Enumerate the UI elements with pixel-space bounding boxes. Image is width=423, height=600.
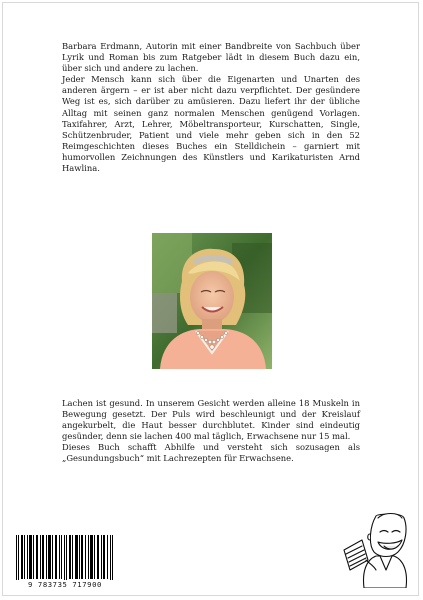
laughing-man-reading-book-icon: [340, 510, 412, 588]
health-blurb: [62, 398, 360, 465]
blurb-paragraph-1: Barbara Erdmann, Autorin mit einer Bandbreite von Sachbuch über Lyrik und Roman bis zum Ratgeber lädt in diesem Buch dazu ein, über sich und andere zu lachen.: [62, 41, 360, 74]
lower-paragraph-2: Dieses Buch schafft Abhilfe und versteht sich sozusagen als „Gesundungsbuch“ mit Lachrezepten für Erwachsene.: [62, 442, 360, 464]
blurb-paragraph-2: Jeder Mensch kann sich über die Eigenarten und Unarten des anderen ärgern – er ist aber nicht dazu verpflichtet. Der gesündere Weg ist es, sich darüber zu amüsieren. Dazu liefert ihr der übliche Alltag mit seinen ganz normalen Menschen genügend Vorlagen. Taxifahrer, Arzt, Lehrer, Möbeltransporteur, Kurschatten, Single, Schützenbruder, Patient und viele mehr geben sich in den 52 Reimgeschichten dieses Buches ein Stelldichein – garniert mit humorvollen Zeichnungen des Künstlers und Karikaturisten Arnd Hawlina.: [62, 74, 360, 174]
barcode-digits: 9 783735 717900: [12, 580, 118, 589]
author-blurb: [62, 41, 360, 174]
author-photo: [152, 233, 272, 369]
lower-paragraph-1: Lachen ist gesund. In unserem Gesicht werden alleine 18 Muskeln in Bewegung gesetzt. Der Puls wird beschleunigt und der Kreislauf angekurbelt, die Haut besser durchblutet. Kinder sind eindeutig gesünder, denn sie lachen 400 mal täglich, Erwachsene nur 15 mal.: [62, 398, 360, 442]
